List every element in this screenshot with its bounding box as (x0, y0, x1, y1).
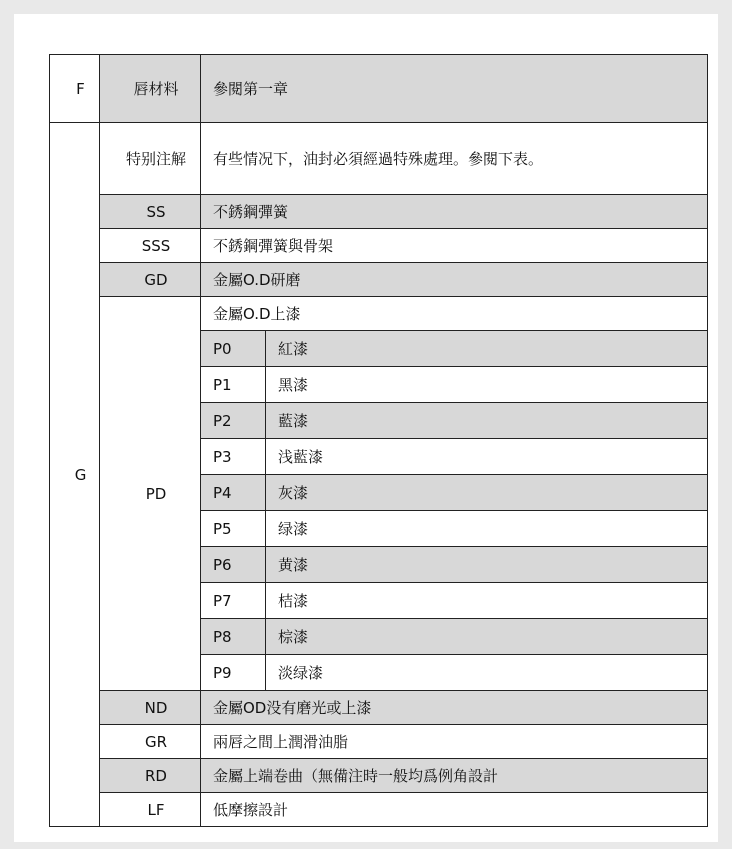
option-desc: 不銹鋼彈簧與骨架 (201, 229, 708, 263)
paint-desc: 绿漆 (266, 511, 708, 547)
paint-code: P3 (201, 439, 266, 475)
option-desc: 金屬O.D研磨 (201, 263, 708, 297)
option-code: SSS (100, 229, 201, 263)
special-note-desc: 有些情况下，油封必須經過特殊處理。參閱下表。 (201, 123, 708, 195)
option-code: GR (100, 725, 201, 759)
paint-desc: 灰漆 (266, 475, 708, 511)
table-row (50, 793, 708, 827)
paint-desc: 黄漆 (266, 547, 708, 583)
paint-code: P7 (201, 583, 266, 619)
paint-desc: 棕漆 (266, 619, 708, 655)
seal-spec-table (49, 54, 708, 827)
paint-desc: 藍漆 (266, 403, 708, 439)
table-row-F (50, 55, 708, 123)
table-row-note (50, 123, 708, 195)
section-key-G: G (50, 123, 100, 827)
paint-desc: 桔漆 (266, 583, 708, 619)
special-note-label: 特别注解 (100, 123, 201, 195)
paint-code: P2 (201, 403, 266, 439)
paint-code: P9 (201, 655, 266, 691)
option-desc: 兩唇之間上潤滑油脂 (201, 725, 708, 759)
option-desc: 金屬上端卷曲（無備注時一般均爲例角設計 (201, 759, 708, 793)
paint-desc: 淡绿漆 (266, 655, 708, 691)
section-key-F: F (50, 55, 100, 123)
option-desc-PD: 金屬O.D上漆 (201, 297, 708, 331)
table-row (50, 229, 708, 263)
lip-material-desc: 參閱第一章 (201, 55, 708, 123)
option-code: GD (100, 263, 201, 297)
option-code: LF (100, 793, 201, 827)
table-row (50, 263, 708, 297)
document-page (14, 14, 718, 842)
paint-code: P4 (201, 475, 266, 511)
paint-desc: 浅藍漆 (266, 439, 708, 475)
option-code: RD (100, 759, 201, 793)
paint-code: P1 (201, 367, 266, 403)
paint-desc: 紅漆 (266, 331, 708, 367)
table-row (50, 759, 708, 793)
paint-code: P5 (201, 511, 266, 547)
lip-material-label: 唇材料 (100, 55, 201, 123)
table-row-PD (50, 297, 708, 331)
table-row (50, 195, 708, 229)
option-desc: 金屬OD没有磨光或上漆 (201, 691, 708, 725)
paint-desc: 黑漆 (266, 367, 708, 403)
option-code: ND (100, 691, 201, 725)
paint-code: P6 (201, 547, 266, 583)
paint-code: P8 (201, 619, 266, 655)
option-desc: 低摩擦設計 (201, 793, 708, 827)
table-row (50, 725, 708, 759)
table-row (50, 691, 708, 725)
paint-code: P0 (201, 331, 266, 367)
option-code-PD: PD (100, 297, 201, 691)
option-code: SS (100, 195, 201, 229)
option-desc: 不銹鋼彈簧 (201, 195, 708, 229)
